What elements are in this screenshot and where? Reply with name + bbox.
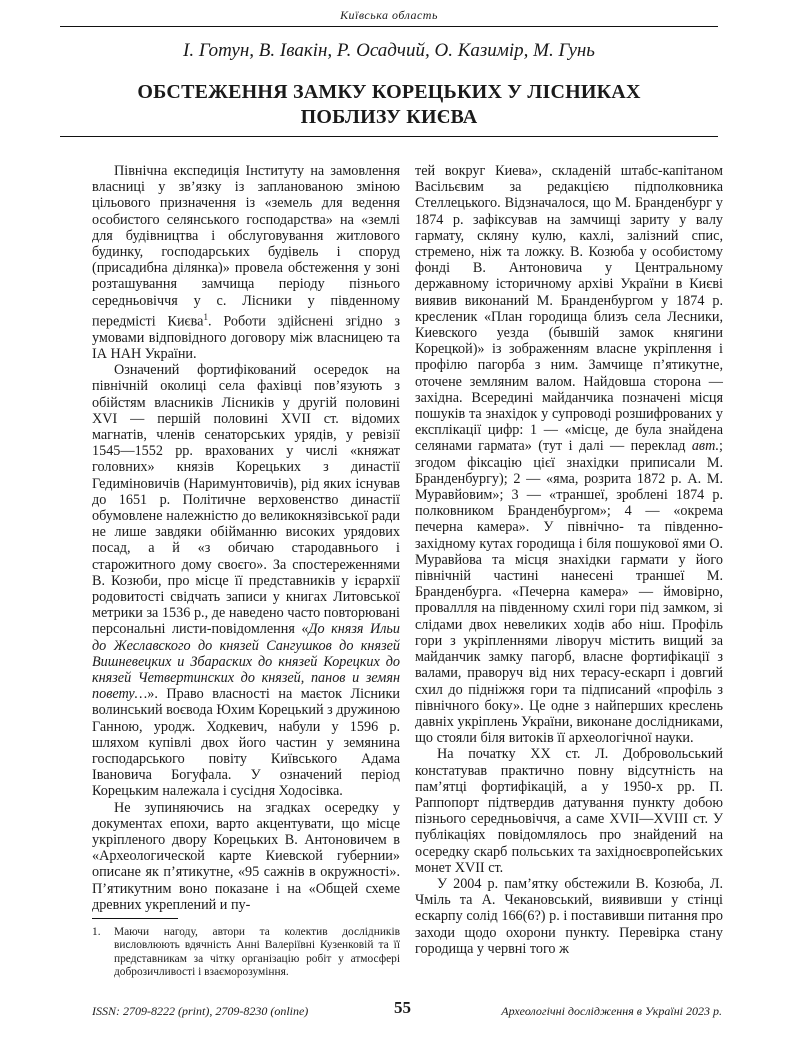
text: Північна експедиція Інституту на замовлення власниці у зв’язку із запланованою зміною цільового призначення із «земель для ведення особистого селянського господарства» на «землі для будівництва і обслуговування житлового будинку, господарських будівель і споруд (присадибна ділянка)» провела обстеження у зоні розташування замчища періоду пізнього середньовіччя у с. Лісники у південному передмісті Києва [92,163,400,330]
journal-name: Археологічні дослідження в Україні 2023 р. [501,1004,722,1018]
paragraph [92,163,400,362]
paragraph: На початку XX ст. Л. Добровольський констатував практично повну відсутність на пам’ятці фортифікацій, а у 1950-х рр. П. Раппопорт підтвердив датування пункту добою пізнього середньовіччя, а саме XVII—XVIII ст. У публікаціях повідомлялось про знайдений на осередку скарб польських та західноєвропейських монет XVII ст. [415,746,723,876]
text: Означений фортифікований осередок на північній околиці села фахівці пов’язують з обійстям власників Лісників у другій половині XVI — першій половині XVII ст. відомих магнатів, членів сенаторських урядів, у ревізії 1545—1552 рр. врахованих у числі «княжат головних» князів Корецьких з династії Гедиміновичів (Наримунтовичів), рід яких існував до 1651 р. Політичне верховенство династії обумовлене належністю до великокнязівської ради не лише завдяки обійманню високих урядових посад, а й «з обичаю стародавнього і старожитного дому своєго». За спостереженнями В. Козюби, про місце її представників у ієрархії родовитості свідчать записи у книгах Литовської метрики за 1536 р., де наведено часто повторювані персональні листи-повідомлення « [92,362,400,638]
footnote-number: 1. [92,926,101,938]
text: ; згодом фіксацію цієї знахідки приписали М. Бранденбургу); 2 — «яма, розрита 1872 р. А. М. Муравйовим»; 3 — «траншеї, зроблені 1874 р. полковником Бранденбургом»; 4 — «окрема печерна камера». У північно- та південно-західному кутах городища і біля пошукової ями О. Муравйова та місця знахідки гармати у його північній частині нанесені траншеї М. Бранденбурга. «Печерна камера» — ймовірно, проваллля на південному схилі гори під замком, зі слідами двох невеликих ходів або ніш. Профіль гори з укріпленнями ліворуч містить вищий за майданчик замку пагорб, власне фортифікації з валами, праворуч від них терасу-ескарп і довгий схил до підніжжя гори та підписаний «профіль з північного боку». Це одне з найперших креслень давніх укріплень України, виконане дослідниками, що стояли біля витоків її археологічної науки. [415,438,723,747]
left-column [92,163,400,913]
title-rule [60,136,718,137]
running-head: Київська область [340,8,438,22]
footnote-ref[interactable]: 1 [203,311,208,322]
right-column [415,163,723,957]
paragraph: Не зупиняючись на згадках осередку у документах епохи, варто акцентувати, що місце укріпленого двору Корецьких В. Антоновичем в «Археологической карте Киевской губернии» описане як п’ятикутне, «95 сажнів в окружності». П’ятикутним воно показане і на «Общей схеме древних укреплений и пу- [92,799,400,913]
title-line-1: ОБСТЕЖЕННЯ ЗАМКУ КОРЕЦЬКИХ У ЛІСНИКАХ [137,81,641,103]
text: тей вокруг Киева», складеній штабс-капітаном Васільєвим за редакцією підполковника Стеллецького. Відзначалося, що М. Бранденбург у 1874 р. зафіксував на замчищі зариту у валу гармату, скляну кулю, кахлі, залізний спис, стремено, ніж та ложку. В. Козюба у особистому фонді В. Антоновича у Центральному державному історичному архіві України в Києві виявив виконаний М. Бранденбургом у 1874 р. кресленик «План городища близъ села Лесники, Киевского уезда (бывшій замок княгини Корецкой)» із зображенням власне укріплення і профілю пагорба з ним. Замчище п’ятикутне, оточене земляним валом. Найдовша сторона — західна. Всередині майданчика позначені місця пошуків та знахідок у супроводі розшифрованих у експлікації цифр: 1 — «місце, де була знайдена селянами гармата» (тут і далі — переклад [415,163,723,455]
paragraph [415,163,723,746]
text: ». Право власності на маєток Лісники волинський воєвода Юхим Корецький з дружиною Ганною, уродж. Ходкевич, набули у 1596 р. шляхом купівлі двох його частин у земянина господарського повіту Київського Адама Івановича Богуфала. У означений період Корецьким належала і сусідня Ходосівка. [92,686,400,800]
text: . Роботи здійснені згідно з умовами відповідного договору між власницею та ІА НАН України. [92,313,401,362]
footnote-text: Маючи нагоду, автори та колектив дослідників висловлюють вдячність Анні Валеріївні Кузенковій та її представникам за чітку організацію робіт у атмосфері доброзичливості і взаєморозуміння. [114,926,400,979]
italic-abbrev: авт. [691,438,720,455]
paragraph: У 2004 р. пам’ятку обстежили В. Козюба, Л. Чміль та А. Чекановський, виявивши у стінці ескарпу солід 166(6?) р. і поставивши питання про заходи щодо охорони пункту. Перевірка стану городища у червні того ж [415,875,723,957]
authors: І. Готун, В. Івакін, Р. Осадчий, О. Казимір, М. Гунь [183,40,595,61]
footnote-rule [92,918,178,919]
article-title [60,80,718,130]
paragraph [92,362,400,799]
issn: ISSN: 2709-8222 (print), 2709-8230 (online) [92,1004,309,1018]
header-rule [60,26,718,27]
page-number: 55 [394,998,411,1017]
italic-quote: До князя Ильи до Жеславского до князей Сангушков до князей Вишневецких и Збараских до князей Корецких до князей Четвертинских до князей, панов и земян повету… [92,621,400,703]
footnote [92,926,400,980]
title-line-2: ПОБЛИЗУ КИЄВА [300,106,478,128]
